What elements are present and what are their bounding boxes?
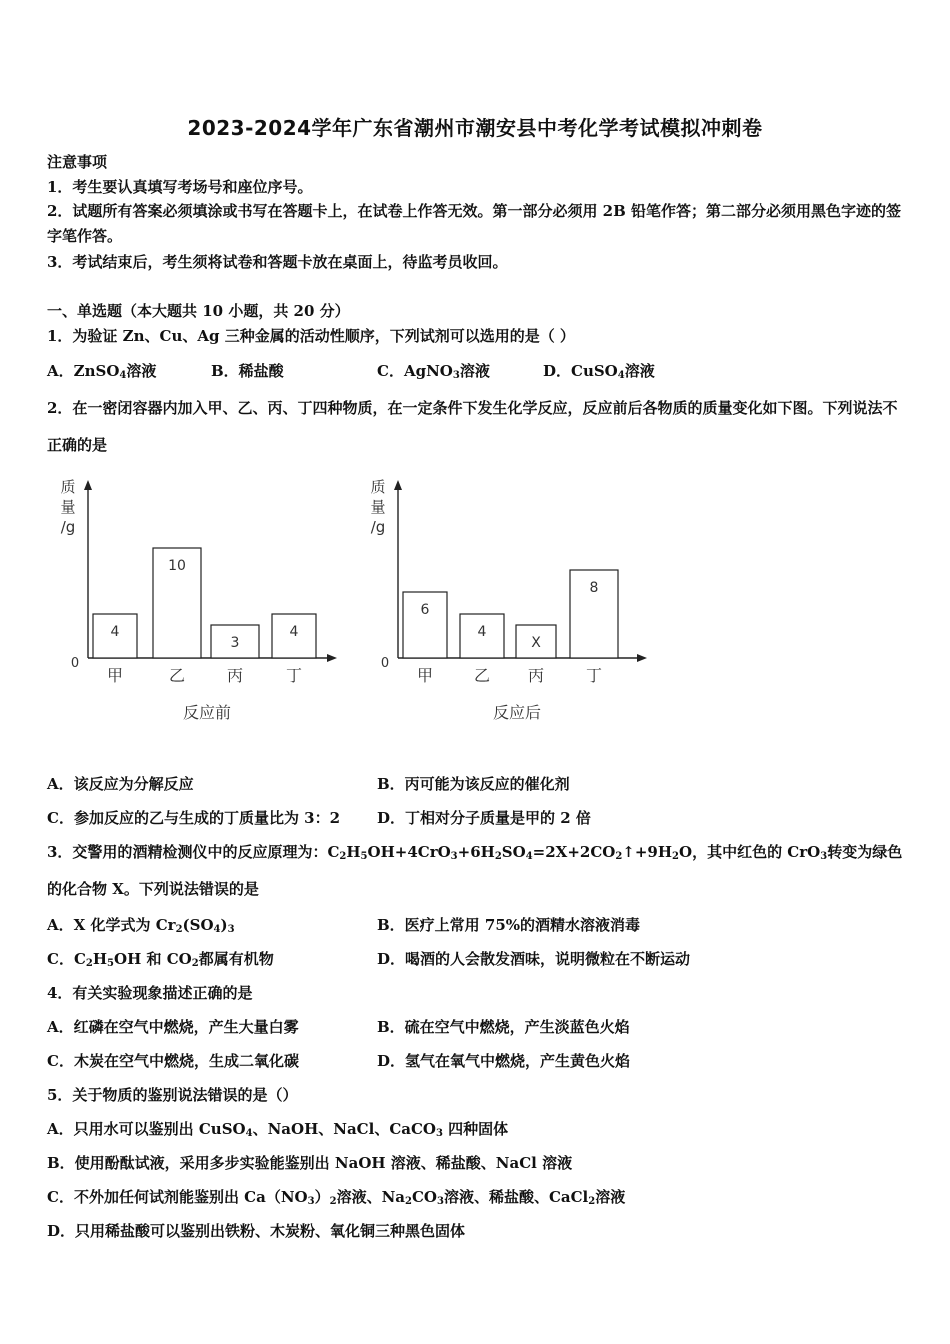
q4-stem: 4．有关实验现象描述正确的是 <box>47 984 253 1002</box>
y-axis-label: 质 <box>60 478 76 496</box>
q4-option-a: A．红磷在空气中燃烧，产生大量白雾 <box>47 1018 299 1036</box>
category-label: 甲 <box>416 666 434 685</box>
y-axis-label: 质 <box>370 478 386 496</box>
data-label: 6 <box>420 602 430 618</box>
category-label: 乙 <box>473 666 491 685</box>
q2-option-c: C．参加反应的乙与生成的丁质量比为 3：2 <box>47 809 341 827</box>
q4-option-b: B．硫在空气中燃烧，产生淡蓝色火焰 <box>377 1018 630 1036</box>
q5-stem: 5．关于物质的鉴别说法错误的是（） <box>47 1086 298 1104</box>
q3-stem-line1: 3．交警用的酒精检测仪中的反应原理为：$C_2H_5OH+4CrO_3+6H_2SO_4=2X+2CO_2↑+9H_2O$，其中红色的 CrO$_3$转变为绿色 <box>47 843 903 862</box>
q1-option-b: B．稀盐酸 <box>211 362 284 380</box>
q1-option-c: C．AgNO$_3$溶液 <box>377 362 490 381</box>
chart-before <box>55 470 355 730</box>
q2-stem: 2．在一密闭容器内加入甲、乙、丙、丁四种物质，在一定条件下发生化学反应，反应前后各物质的质量变化如下图。下列说法不正确的是 <box>47 399 898 454</box>
x-axis-arrow <box>327 654 337 662</box>
page-title: 2023-2024学年广东省潮州市潮安县中考化学考试模拟冲刺卷 <box>187 116 763 140</box>
q5-option-d: D．只用稀盐酸可以鉴别出铁粉、木炭粉、氧化铜三种黑色固体 <box>47 1222 466 1240</box>
category-label: 乙 <box>168 666 186 685</box>
section-heading: 一、单选题（本大题共 10 小题，共 20 分） <box>47 302 350 320</box>
notice-item-1: 1．考生要认真填写考场号和座位序号。 <box>47 178 313 196</box>
origin-label: 0 <box>380 656 390 671</box>
data-label: 4 <box>110 624 120 640</box>
data-label: X <box>531 635 541 651</box>
category-label: 甲 <box>106 666 124 685</box>
q5-option-a: A．只用水可以鉴别出 CuSO$_4$、NaOH、NaCl、CaCO$_3$ 四种固体 <box>47 1120 509 1139</box>
q2-option-a: A．该反应为分解反应 <box>47 775 194 793</box>
category-label: 丙 <box>226 666 244 685</box>
data-label: 3 <box>230 635 240 651</box>
q3-option-c: C．$C_2H_5OH$ 和 $CO_2$都属有机物 <box>47 950 274 969</box>
q5-option-c: C．不外加任何试剂能鉴别出 $Ca(NO_3)_2$溶液、$Na_2CO_3$溶液、稀盐酸、CaCl$_2$溶液 <box>47 1188 626 1207</box>
notice-item-2: 2．试题所有答案必须填涂或书写在答题卡上，在试卷上作答无效。第一部分必须用 2B 铅笔作答；第二部分必须用黑色字迹的签字笔作答。 <box>47 202 902 245</box>
q3-stem-line2: 的化合物 X。下列说法错误的是 <box>47 880 259 898</box>
q1-option-a: A．ZnSO$_4$溶液 <box>47 362 157 381</box>
q5-option-b: B．使用酚酞试液，采用多步实验能鉴别出 NaOH 溶液、稀盐酸、NaCl 溶液 <box>47 1154 573 1172</box>
chart-title: 反应前 <box>182 703 232 722</box>
x-axis-arrow <box>637 654 647 662</box>
notice-heading: 注意事项 <box>47 153 108 171</box>
q2-option-d: D．丁相对分子质量是甲的 2 倍 <box>377 809 591 827</box>
data-label: 4 <box>289 624 299 640</box>
notice-item-3: 3．考试结束后，考生须将试卷和答题卡放在桌面上，待监考员收回。 <box>47 253 508 271</box>
y-axis-label: /g <box>60 518 76 536</box>
q4-option-c: C．木炭在空气中燃烧，生成二氧化碳 <box>47 1052 299 1070</box>
y-axis-label: 量 <box>370 498 386 516</box>
category-label: 丁 <box>285 666 303 685</box>
data-label: 4 <box>477 624 487 640</box>
y-axis-label: /g <box>370 518 386 536</box>
y-axis-label: 量 <box>60 498 76 516</box>
q2-option-b: B．丙可能为该反应的催化剂 <box>377 775 570 793</box>
q4-option-d: D．氢气在氧气中燃烧，产生黄色火焰 <box>377 1052 631 1070</box>
q3-option-d: D．喝酒的人会散发酒味，说明微粒在不断运动 <box>377 950 691 968</box>
q1-stem: 1．为验证 Zn、Cu、Ag 三种金属的活动性顺序，下列试剂可以选用的是（ ） <box>47 327 575 345</box>
data-label: 8 <box>589 580 599 596</box>
q3-option-a: A．X 化学式为 $Cr_2(SO_4)_3$ <box>47 916 235 935</box>
category-label: 丙 <box>527 666 545 685</box>
q3-option-b: B．医疗上常用 75%的酒精水溶液消毒 <box>377 916 641 934</box>
y-axis-arrow <box>394 480 402 490</box>
origin-label: 0 <box>70 656 80 671</box>
y-axis-arrow <box>84 480 92 490</box>
q1-option-d: D．CuSO$_4$溶液 <box>543 362 655 381</box>
category-label: 丁 <box>585 666 603 685</box>
chart-after <box>365 470 665 730</box>
chart-title: 反应后 <box>492 703 542 722</box>
data-label: 10 <box>168 558 186 574</box>
